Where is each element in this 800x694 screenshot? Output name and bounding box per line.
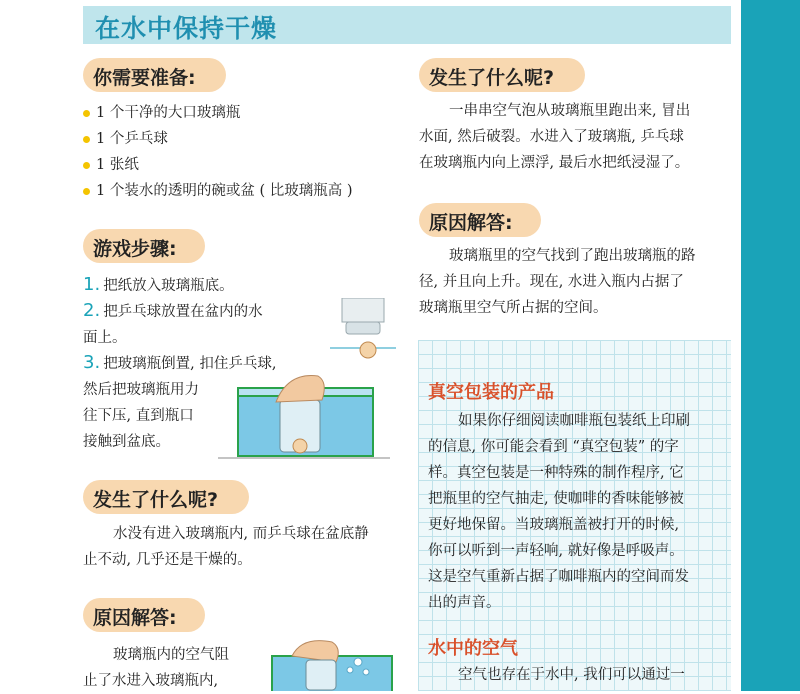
bullet-icon xyxy=(83,136,90,143)
prepare-heading-pill xyxy=(83,58,226,92)
step-number: 3. xyxy=(83,352,101,373)
steps-heading: 游戏步骤: xyxy=(93,238,177,260)
step-number: 2. xyxy=(83,300,101,321)
page-edge-band xyxy=(741,0,800,691)
reason-heading-pill xyxy=(83,598,205,632)
result-heading-pill xyxy=(419,58,585,92)
title-bar xyxy=(83,6,731,44)
result-paragraph: 一串串空气泡从玻璃瓶里跑出来, 冒出 水面, 然后破裂。水进入了玻璃瓶, 乒乓球 在玻璃瓶内向上漂浮, 最后水把纸浸湿了。 xyxy=(419,103,691,171)
explain-heading: 原因解答: xyxy=(429,212,513,234)
list-item: 1 张纸 xyxy=(83,153,139,174)
what-heading-pill xyxy=(83,480,249,514)
explain-paragraph: 玻璃瓶里的空气找到了跑出玻璃瓶的路 径, 并且向上升。现在, 水进入瓶内占据了 玻璃瓶里空气所占据的空间。 xyxy=(419,248,696,316)
bullet-icon xyxy=(83,162,90,169)
steps-heading-pill xyxy=(83,229,205,263)
prepare-heading: 你需要准备: xyxy=(93,67,196,89)
page-gutter xyxy=(731,0,741,691)
list-item: 1 个装水的透明的碗或盆 ( 比玻璃瓶高 ) xyxy=(83,179,352,200)
page-title: 在水中保持干燥 xyxy=(95,14,278,43)
hand-pressing-bottle-icon xyxy=(218,372,390,460)
what-paragraph: 水没有进入玻璃瓶内, 而乒乓球在盆底静 止不动, 几乎还是干燥的。 xyxy=(83,526,369,568)
step-number: 1. xyxy=(83,274,101,295)
hand-bottle-bubbles-icon xyxy=(262,636,396,691)
water-air-heading: 水中的空气 xyxy=(428,638,518,659)
water-air-paragraph: 空气也存在于水中, 我们可以通过一 xyxy=(458,667,685,683)
what-heading: 发生了什么呢? xyxy=(93,489,219,511)
vacuum-paragraph: 如果你仔细阅读咖啡瓶包装纸上印刷 的信息, 你可能会看到 “真空包装” 的字 样。真空包装是一种特殊的制作程序, 它 把瓶里的空气抽走, 使咖啡的香味能够被 更好地保留。当玻璃瓶盖被打开的时候, 你可以听到一声轻响, 就好像是呼吸声。 这是空气重新占据了咖啡瓶内的空间而发 出的声音。 xyxy=(428,413,690,611)
reason-heading: 原因解答: xyxy=(93,607,177,629)
explain-heading-pill xyxy=(419,203,541,237)
bullet-icon xyxy=(83,110,90,117)
list-item: 1 个干净的大口玻璃瓶 xyxy=(83,101,240,122)
result-heading: 发生了什么呢? xyxy=(429,67,555,89)
bullet-icon xyxy=(83,188,90,195)
step-3: 3. 把玻璃瓶倒置, 扣住乒乓球, 然后把玻璃瓶用力 往下压, 直到瓶口 接触到盆底。 xyxy=(83,352,277,450)
step-1: 1. 把纸放入玻璃瓶底。 xyxy=(83,274,234,295)
reason-paragraph: 玻璃瓶内的空气阻 止了水进入玻璃瓶内, xyxy=(83,647,229,689)
list-item: 1 个乒乓球 xyxy=(83,127,168,148)
step-2: 2. 把乒乓球放置在盆内的水 面上。 xyxy=(83,300,263,346)
bottle-over-ball-icon xyxy=(330,298,396,368)
vacuum-heading: 真空包装的产品 xyxy=(428,382,554,403)
